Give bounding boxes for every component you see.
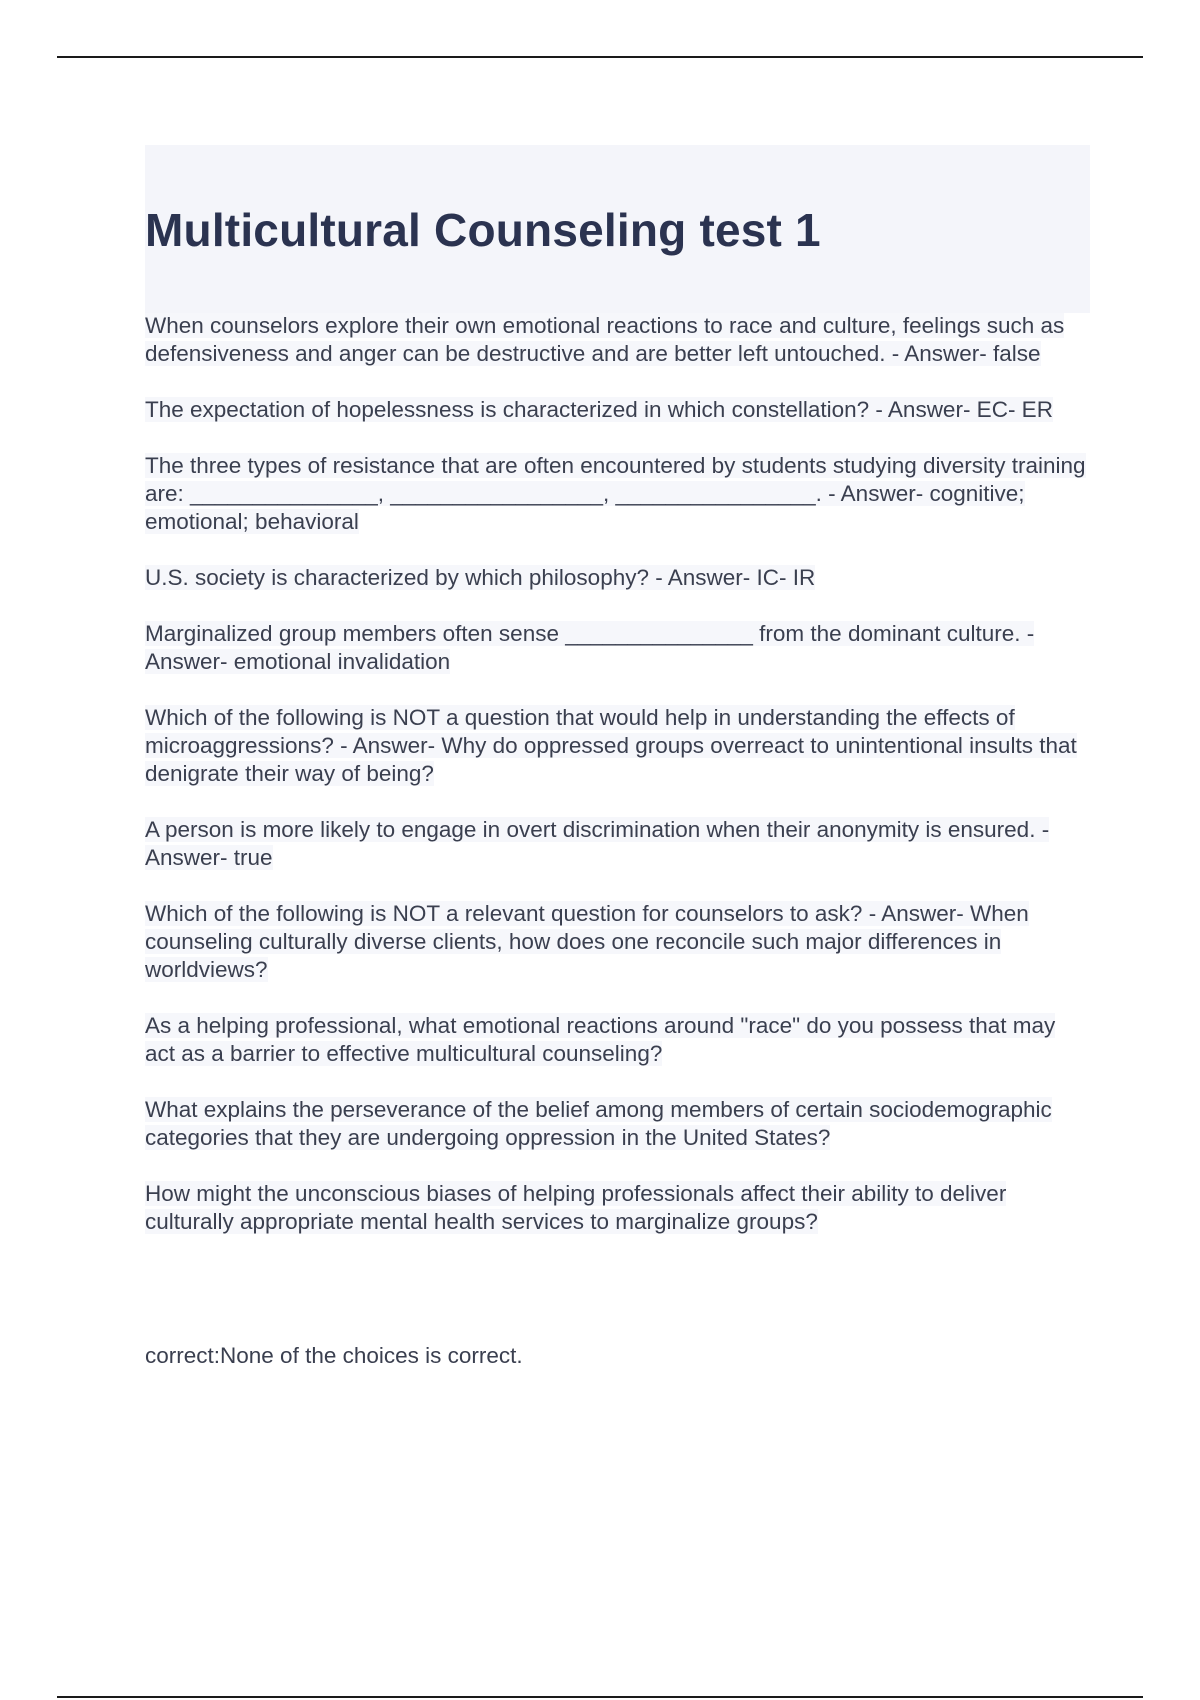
question-text: A person is more likely to engage in overt discrimination when their anonymity is ensured. - Answer- true xyxy=(145,817,1050,870)
footer-note: correct:None of the choices is correct. xyxy=(145,1343,523,1368)
question-item xyxy=(145,900,1090,984)
question-text: The three types of resistance that are often encountered by students studying diversity training are: _______________, _________________, ________________. - Answer- cognitive; emotional; behavioral xyxy=(145,453,1086,534)
question-item xyxy=(145,1180,1090,1236)
question-text: Marginalized group members often sense _______________ from the dominant culture. - Answer- emotional invalidation xyxy=(145,621,1035,674)
top-rule xyxy=(57,56,1143,58)
question-text: What explains the perseverance of the belief among members of certain sociodemographic categories that they are undergoing oppression in the United States? xyxy=(145,1097,1052,1150)
question-item xyxy=(145,564,1090,592)
question-item xyxy=(145,620,1090,676)
page-title: Multicultural Counseling test 1 xyxy=(145,204,821,256)
question-item xyxy=(145,816,1090,872)
question-item xyxy=(145,1012,1090,1068)
question-text: How might the unconscious biases of helping professionals affect their ability to deliver culturally appropriate mental health services to marginalize groups? xyxy=(145,1181,1007,1234)
question-list xyxy=(145,312,1090,1264)
question-item xyxy=(145,452,1090,536)
question-text: U.S. society is characterized by which philosophy? - Answer- IC- IR xyxy=(145,565,816,590)
question-text: When counselors explore their own emotional reactions to race and culture, feelings such as defensiveness and anger can be destructive and are better left untouched. - Answer- false xyxy=(145,313,1065,366)
question-item xyxy=(145,1096,1090,1152)
question-text: As a helping professional, what emotional reactions around "race" do you possess that may act as a barrier to effective multicultural counseling? xyxy=(145,1013,1056,1066)
bottom-rule xyxy=(57,1696,1143,1698)
question-item xyxy=(145,312,1090,368)
question-text: Which of the following is NOT a question that would help in understanding the effects of microaggressions? - Answer- Why do oppressed groups overreact to unintentional insults that denigrate their way of being? xyxy=(145,705,1077,786)
question-text: The expectation of hopelessness is characterized in which constellation? - Answer- EC- ER xyxy=(145,397,1053,422)
question-item xyxy=(145,396,1090,424)
question-item xyxy=(145,704,1090,788)
question-text: Which of the following is NOT a relevant question for counselors to ask? - Answer- When counseling culturally diverse clients, how does one reconcile such major differences in worldviews? xyxy=(145,901,1029,982)
